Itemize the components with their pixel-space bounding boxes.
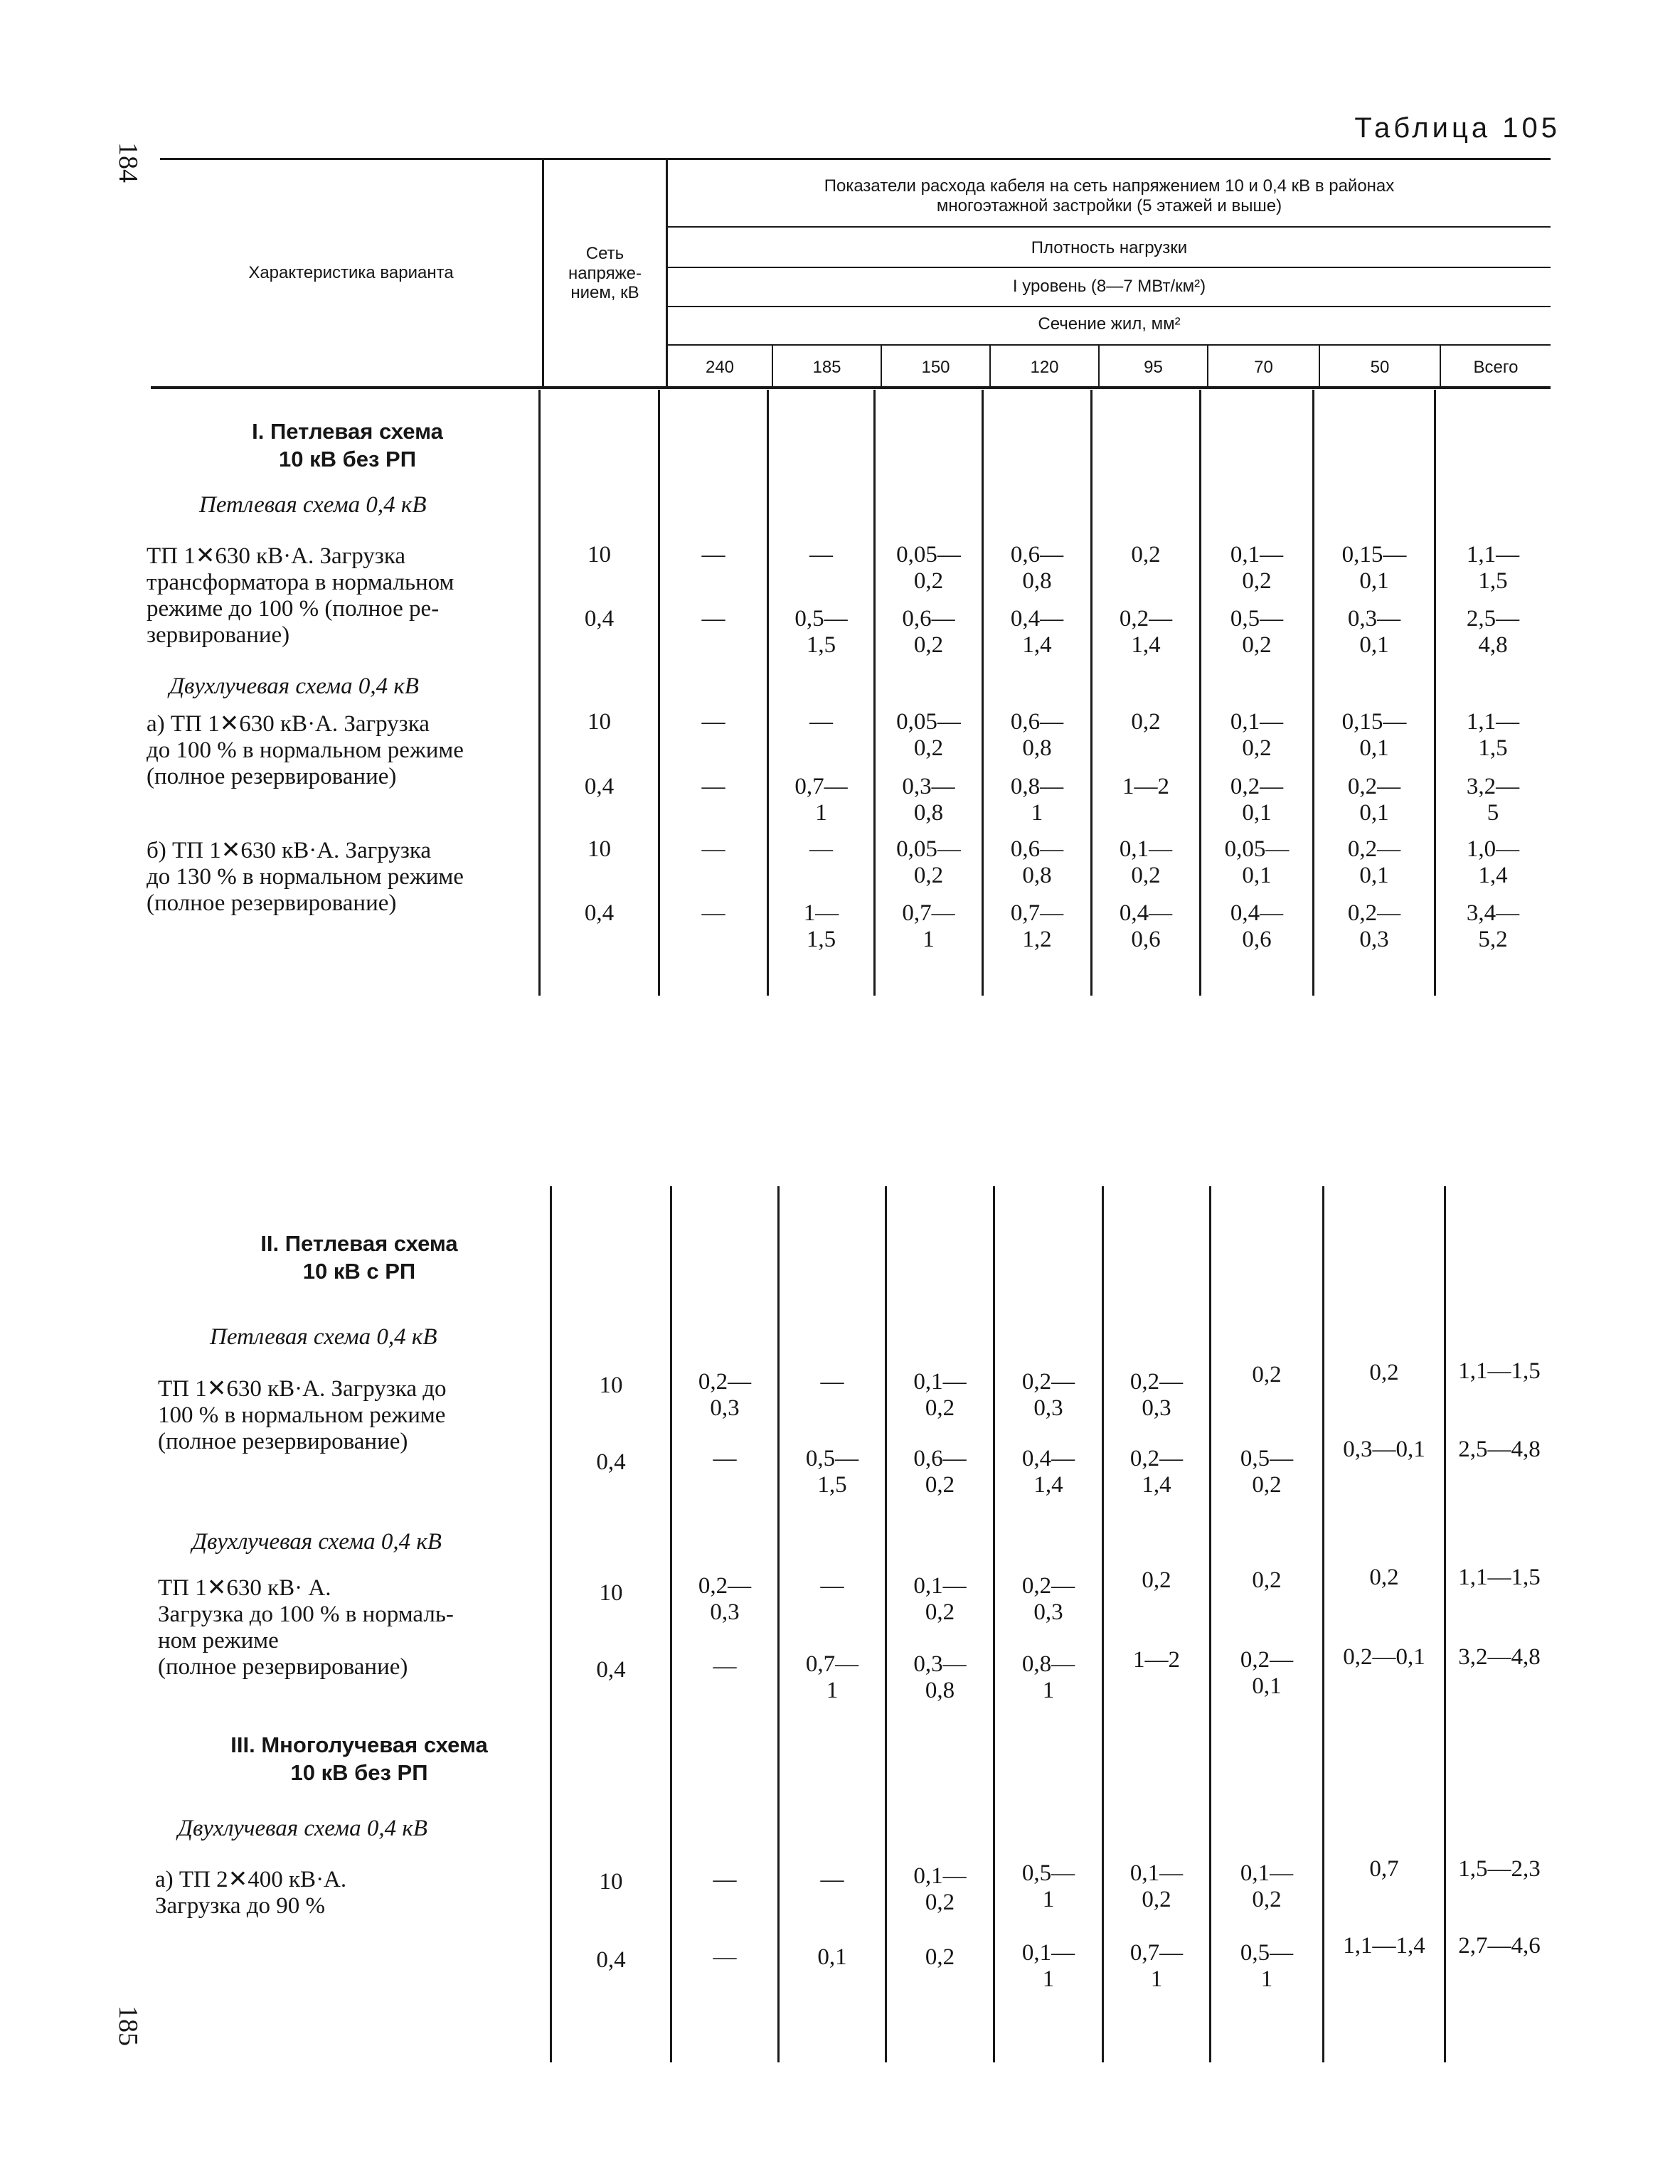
value-cell: 0,1— 0,2: [913, 1863, 967, 1915]
value-cell: 0,7— 1: [794, 774, 848, 826]
value-cell: 2,5— 4,8: [1466, 606, 1520, 658]
value-cell: 0,5— 0,2: [1240, 1446, 1294, 1498]
value-cell: 0,05— 0,2: [896, 709, 961, 761]
value-cell: 0,2— 0,1: [1230, 774, 1284, 826]
value-cell: 0,2— 0,3: [1021, 1369, 1075, 1421]
value-cell: —: [701, 836, 725, 862]
subsection-loop-0-4: Петлевая схема 0,4 кВ: [210, 1324, 437, 1350]
value-cell: 1,1— 1,5: [1466, 542, 1520, 594]
value-cell: 0,2— 0,1: [1240, 1647, 1294, 1699]
value-cell: 0,2— 0,3: [1021, 1573, 1075, 1625]
value-cell: 0,2— 0,3: [698, 1573, 752, 1625]
voltage-cell: 10: [588, 836, 611, 862]
value-cell: —: [701, 900, 725, 926]
value-cell: 0,6— 0,8: [1010, 709, 1064, 761]
value-cell: 3,4— 5,2: [1466, 900, 1520, 952]
value-cell: —: [820, 1867, 844, 1892]
col-150: 150: [921, 358, 950, 377]
value-cell: 1—2: [1133, 1647, 1180, 1673]
header-characteristic: Характеристика варианта: [248, 263, 454, 282]
col-120: 120: [1030, 358, 1059, 377]
header-cable-indicators: Показатели расхода кабеля на сеть напряжением 10 и 0,4 кВ в районах многоэтажной застройки (5 этажей и выше): [824, 176, 1395, 215]
value-cell: —: [820, 1369, 844, 1395]
value-cell: 0,15— 0,1: [1341, 709, 1407, 761]
subsection-two-beam-0-4: Двухлучевая схема 0,4 кВ: [192, 1529, 442, 1555]
value-cell: 0,2: [1252, 1362, 1282, 1387]
value-cell: 0,1— 0,2: [913, 1573, 967, 1625]
voltage-cell: 10: [599, 1869, 623, 1895]
value-cell: 0,2: [1369, 1360, 1399, 1385]
value-cell: 0,6— 0,8: [1010, 836, 1064, 888]
voltage-cell: 0,4: [596, 1449, 626, 1475]
value-cell: 0,1— 0,2: [913, 1369, 967, 1421]
value-cell: —: [809, 542, 833, 568]
voltage-cell: 10: [588, 709, 611, 735]
value-cell: 0,5— 0,2: [1230, 606, 1284, 658]
value-cell: 0,2: [1252, 1567, 1282, 1593]
value-cell: —: [713, 1867, 737, 1892]
value-cell: 0,6— 0,8: [1010, 542, 1064, 594]
value-cell: 0,1— 0,2: [1119, 836, 1173, 888]
value-cell: 0,05— 0,2: [896, 542, 961, 594]
value-cell: 0,2— 1,4: [1119, 606, 1173, 658]
value-cell: 0,1— 0,2: [1240, 1860, 1294, 1912]
value-cell: 0,4— 0,6: [1230, 900, 1284, 952]
voltage-cell: 10: [599, 1580, 623, 1606]
value-cell: 0,2: [1131, 709, 1161, 735]
value-cell: 0,1: [817, 1944, 847, 1970]
value-cell: 0,1— 1: [1021, 1940, 1075, 1992]
value-cell: 0,1— 0,2: [1230, 709, 1284, 761]
value-cell: 0,5— 1: [1021, 1860, 1075, 1912]
value-cell: —: [713, 1653, 737, 1679]
value-cell: 0,2: [925, 1944, 955, 1970]
value-cell: 1,0— 1,4: [1466, 836, 1520, 888]
value-cell: 1—2: [1122, 774, 1169, 799]
value-cell: —: [809, 709, 833, 735]
value-cell: 0,4— 1,4: [1010, 606, 1064, 658]
value-cell: 0,3— 0,8: [902, 774, 955, 826]
section-1-title: I. Петлевая схема 10 кВ без РП: [252, 419, 443, 472]
header-voltage: Сеть напряже- нием, кВ: [568, 244, 642, 303]
voltage-cell: 0,4: [596, 1947, 626, 1973]
value-cell: —: [809, 836, 833, 862]
voltage-cell: 0,4: [584, 606, 615, 632]
value-cell: 1— 1,5: [803, 900, 839, 952]
right-page-number: 185: [113, 2005, 143, 2046]
voltage-cell: 0,4: [584, 900, 615, 926]
value-cell: 0,2—0,1: [1343, 1644, 1425, 1670]
col-70: 70: [1254, 358, 1273, 377]
value-cell: 0,8— 1: [1021, 1651, 1075, 1703]
value-cell: 0,7— 1: [902, 900, 955, 952]
col-240: 240: [705, 358, 735, 377]
variant-2a-description: ТП 1✕630 кВ·А. Загрузка до 100 % в нормальном режиме (полное резервирование): [158, 1376, 447, 1454]
value-cell: —: [713, 1944, 737, 1970]
value-cell: 0,3— 0,8: [913, 1651, 967, 1703]
variant-2b-description: ТП 1✕630 кВ· А. Загрузка до 100 % в нормаль- ном режиме (полное резервирование): [158, 1575, 454, 1680]
value-cell: 0,4— 1,4: [1021, 1446, 1075, 1498]
subsection-two-beam-0-4: Двухлучевая схема 0,4 кВ: [169, 673, 419, 699]
value-cell: —: [701, 709, 725, 735]
voltage-cell: 0,4: [596, 1657, 626, 1683]
value-cell: 1,1—1,5: [1458, 1358, 1541, 1384]
variant-1b-description: а) ТП 1✕630 кВ·А. Загрузка до 100 % в нормальном режиме (полное резервирование): [147, 711, 464, 789]
value-cell: 1,1—1,4: [1343, 1933, 1425, 1959]
value-cell: —: [820, 1573, 844, 1599]
header-load-density: Плотность нагрузки: [1031, 238, 1188, 257]
variant-3a-description: а) ТП 2✕400 кВ·А. Загрузка до 90 %: [155, 1867, 347, 1919]
value-cell: 0,05— 0,2: [896, 836, 961, 888]
voltage-cell: 10: [599, 1373, 623, 1398]
section-3-title: III. Многолучевая схема 10 кВ без РП: [230, 1732, 488, 1785]
value-cell: 0,5— 1: [1240, 1940, 1294, 1992]
subsection-two-beam-0-4: Двухлучевая схема 0,4 кВ: [178, 1816, 427, 1841]
value-cell: —: [701, 542, 725, 568]
variant-1a-description: ТП 1✕630 кВ·А. Загрузка трансформатора в нормальном режиме до 100 % (полное ре- зервирование): [147, 543, 454, 648]
value-cell: 0,2: [1142, 1567, 1171, 1593]
value-cell: 0,7— 1,2: [1010, 900, 1064, 952]
value-cell: 0,3— 0,1: [1347, 606, 1401, 658]
value-cell: 0,2: [1131, 542, 1161, 568]
value-cell: 0,5— 1,5: [794, 606, 848, 658]
value-cell: 2,5—4,8: [1458, 1437, 1541, 1462]
value-cell: 0,6— 0,2: [913, 1446, 967, 1498]
header-cross-section: Сечение жил, мм²: [1038, 314, 1181, 334]
value-cell: 0,3—0,1: [1343, 1437, 1425, 1462]
value-cell: —: [701, 606, 725, 632]
col-total: Всего: [1473, 358, 1519, 377]
value-cell: —: [701, 774, 725, 799]
value-cell: 1,1—1,5: [1458, 1565, 1541, 1590]
left-page-number: 184: [113, 142, 143, 183]
value-cell: 0,7: [1369, 1856, 1399, 1882]
col-185: 185: [812, 358, 841, 377]
value-cell: 0,5— 1,5: [805, 1446, 859, 1498]
value-cell: 2,7—4,6: [1458, 1933, 1541, 1959]
value-cell: 0,15— 0,1: [1341, 542, 1407, 594]
table-title: Таблица 105: [1354, 112, 1561, 144]
voltage-cell: 10: [588, 542, 611, 568]
value-cell: 0,8— 1: [1010, 774, 1064, 826]
value-cell: —: [713, 1446, 737, 1471]
value-cell: 0,2— 0,3: [698, 1369, 752, 1421]
value-cell: 0,1— 0,2: [1230, 542, 1284, 594]
value-cell: 0,6— 0,2: [902, 606, 955, 658]
value-cell: 0,2— 0,3: [1347, 900, 1401, 952]
value-cell: 0,05— 0,1: [1224, 836, 1290, 888]
subsection-loop-0-4: Петлевая схема 0,4 кВ: [199, 492, 427, 518]
value-cell: 0,2: [1369, 1565, 1399, 1590]
voltage-cell: 0,4: [584, 774, 615, 799]
value-cell: 1,5—2,3: [1458, 1856, 1541, 1882]
value-cell: 0,7— 1: [1129, 1940, 1184, 1992]
value-cell: 0,2— 1,4: [1129, 1446, 1184, 1498]
value-cell: 0,2— 0,1: [1347, 774, 1401, 826]
value-cell: 0,1— 0,2: [1129, 1860, 1184, 1912]
col-95: 95: [1144, 358, 1163, 377]
value-cell: 0,4— 0,6: [1119, 900, 1173, 952]
value-cell: 1,1— 1,5: [1466, 709, 1520, 761]
variant-1c-description: б) ТП 1✕630 кВ·А. Загрузка до 130 % в нормальном режиме (полное резервирование): [147, 838, 464, 916]
value-cell: 0,7— 1: [805, 1651, 859, 1703]
value-cell: 3,2—4,8: [1458, 1644, 1541, 1670]
value-cell: 0,2— 0,3: [1129, 1369, 1184, 1421]
header-level: I уровень (8—7 МВт/км²): [1012, 277, 1206, 296]
value-cell: 3,2— 5: [1466, 774, 1520, 826]
col-50: 50: [1370, 358, 1390, 377]
value-cell: 0,2— 0,1: [1347, 836, 1401, 888]
section-2-title: II. Петлевая схема 10 кВ с РП: [260, 1231, 458, 1284]
